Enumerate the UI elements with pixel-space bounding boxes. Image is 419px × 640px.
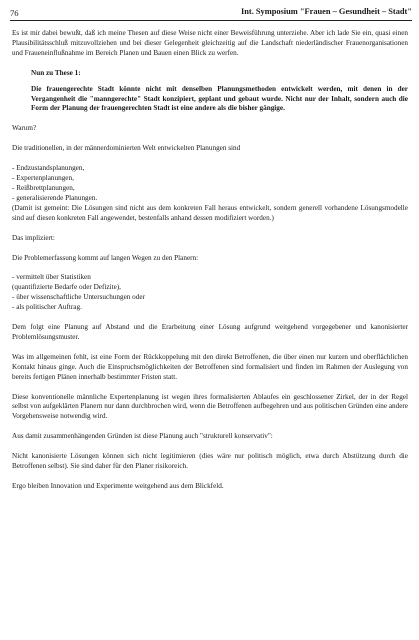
conservative-paragraph: Aus damit zusammenhängenden Gründen ist diese Planung auch "strukturell konservativ": xyxy=(12,432,273,441)
running-title: Int. Symposium "Frauen – Gesundheit – Stadt" xyxy=(240,7,412,16)
question-line: Warum? xyxy=(12,124,37,133)
thesis-text: Die frauengerechte Stadt könnte nicht mit denselben Planungsmethoden entwickelt werden, mit denen in der Vergangenheit die "manngerechte" Stadt konzipiert, geplant und gebaut wurde. Nicht nur der Inhalt, sondern auch die Form der Planung der frauengerechten Stadt ist eine andere als die bisher gängige. xyxy=(31,84,408,113)
list-item: - vermittelt über Statistiken xyxy=(12,273,91,282)
page-number: 76 xyxy=(10,8,19,18)
feedback-paragraph: Was im allgemeinen fehlt, ist eine Form der Rückkoppelung mit den direkt Betroffenen, die über einen nur kurzen und oberflächlichen Kontakt hinaus ginge. Auch die Einspruchsmöglichkeiten der Betroffenen sind formalisiert und finden im Rahmen der Auslegung von bereits fertigen Plänen innerhalb bestimmter Fristen statt. xyxy=(12,352,408,381)
traditional-list xyxy=(12,164,408,223)
page-header xyxy=(10,6,412,21)
list-item: (quantifizierte Bedarfe oder Defizite), xyxy=(12,283,121,292)
list-item: - Reißbrettplanungen, xyxy=(12,183,75,192)
list-item: - als politischer Auftrag. xyxy=(12,303,82,312)
traditional-intro: Die traditionellen, in der männerdominierten Welt entwickelten Planungen sind xyxy=(12,144,241,153)
list-item: - Endzustandsplanungen, xyxy=(12,164,85,173)
body-text xyxy=(12,29,408,502)
list-note: (Damit ist gemeint: Die Lösungen sind nicht aus dem konkreten Fall heraus entwickelt, sondern generell vorhandene Lösungsmodelle sind auf diesen konkreten Fall angewendet, bestenfalls anhand dessen modifiziert worden.) xyxy=(12,203,408,222)
problem-list xyxy=(12,273,408,313)
problem-intro: Die Problemerfassung kommt auf langen Wegen zu den Planern: xyxy=(12,253,199,262)
list-item: - über wissenschaftliche Untersuchungen oder xyxy=(12,293,145,302)
circle-paragraph: Diese konventionelle männliche Expertenplanung ist wegen ihres formalisierten Ablaufes ein geschlossener Zirkel, der in der Regel selbst von aufgeklärten Planern nur dann durchbrochen wird, wenn die Betroffenen aufbegehren und aus politischen Gründen eine andere Vorgehensweise notwendig wird. xyxy=(12,392,408,421)
list-item: - generalisierende Planungen. xyxy=(12,193,98,202)
implies-line: Das impliziert: xyxy=(12,233,55,242)
thesis-heading: Nun zu These 1: xyxy=(31,68,81,77)
followup-paragraph: Dem folgt eine Planung auf Abstand und die Erarbeitung einer Lösung aufgrund weitgehend vorgegebener und kanonisierter Problemlösungsmuster. xyxy=(12,323,408,341)
conclusion-paragraph: Ergo bleiben Innovation und Experimente weitgehend aus dem Blickfeld. xyxy=(12,482,224,490)
intro-paragraph: Es ist mir dabei bewußt, daß ich meine Thesen auf diese Weise nicht einer Beweisführung unterziehe. Aber ich lade Sie ein, quasi einen Plausibilitätsschluß mitzuvollziehen und bei dieser Gelegenheit gleichzeitig auf die Landschaft niederländischer Frauenorganisationen und Fraueneinflußnahme im Bereich Planen und Bauen einen Blick zu werfen. xyxy=(12,29,408,57)
legitimized-paragraph: Nicht kanonisierte Lösungen können sich nicht legitimieren (dies wäre nur politisch möglich, etwa durch Abstützung durch die Betroffenen selbst). Sie sind daher für den Planer risikoreich. xyxy=(12,452,408,471)
list-item: - Expertenplanungen, xyxy=(12,174,74,183)
